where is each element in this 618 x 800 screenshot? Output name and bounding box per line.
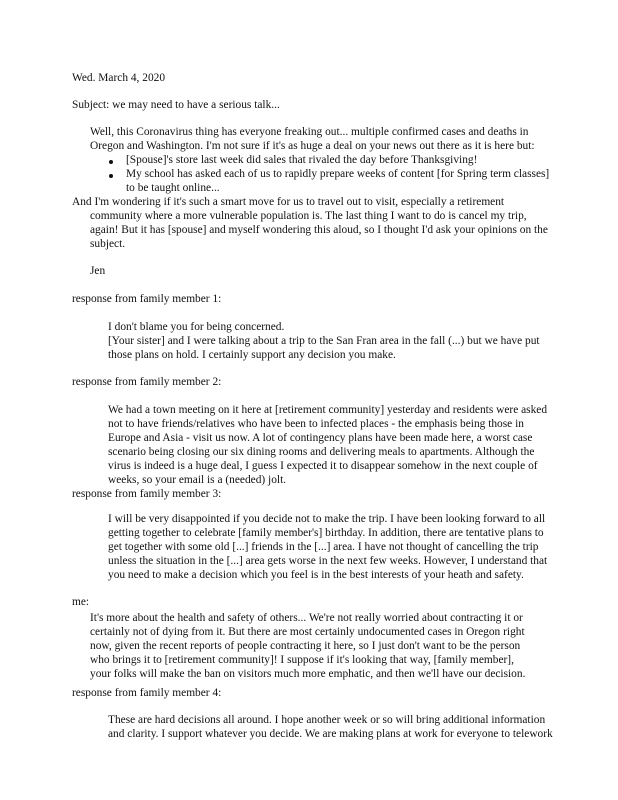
response-line: scenario being closing our six dining rooms and delivering meals to apartments. Although the bbox=[108, 446, 535, 458]
response-line: weeks, so your email is a (needed) jolt. bbox=[108, 474, 287, 486]
bullet-line: My school has asked each of us to rapidly prepare weeks of content [for Spring term classes] bbox=[126, 168, 550, 180]
response-label: response from family member 1: bbox=[72, 293, 222, 305]
text-line: again! But it has [spouse] and myself wondering this aloud, so I thought I'd ask your opinions on the bbox=[90, 224, 548, 236]
response-line: I don't blame you for being concerned. bbox=[108, 321, 285, 333]
response-line: get together with some old [...] friends in the [...] area. I have not thought of cancelling the trip bbox=[108, 541, 539, 553]
response-label: response from family member 3: bbox=[72, 488, 222, 500]
bullet-line: to be taught online... bbox=[126, 182, 220, 194]
response-line: your folks will make the ban on visitors much more emphatic, and then we'll have our decision. bbox=[90, 668, 526, 680]
text-line: subject. bbox=[90, 238, 126, 250]
response-line: not to have friends/relatives who have been to infected places - the emphasis being those in bbox=[108, 418, 524, 430]
email-subject: Subject: we may need to have a serious talk... bbox=[72, 99, 280, 111]
response-line: These are hard decisions all around. I hope another week or so will bring additional information bbox=[108, 714, 546, 726]
response-line: [Your sister] and I were talking about a trip to the San Fran area in the fall (...) but we have put bbox=[108, 335, 540, 347]
response-label: response from family member 4: bbox=[72, 687, 222, 699]
response-line: Europe and Asia - visit us now. A lot of contingency plans have been made here, a worst case bbox=[108, 432, 533, 444]
email-date: Wed. March 4, 2020 bbox=[72, 72, 166, 84]
text-line: And I'm wondering if it's such a smart move for us to travel out to visit, especially a retirement bbox=[72, 196, 505, 208]
response-line: now, given the recent reports of people contracting it here, so I just don't want to be the person bbox=[90, 640, 521, 652]
response-line: I will be very disappointed if you decide not to make the trip. I have been looking forward to all bbox=[108, 513, 546, 525]
response-line: getting together to celebrate [family member's] birthday. In addition, there are tentative plans to bbox=[108, 527, 544, 539]
response-line: and clarity. I support whatever you decide. We are making plans at work for everyone to telework bbox=[108, 728, 553, 740]
response-line: We had a town meeting on it here at [retirement community] yesterday and residents were asked bbox=[108, 404, 548, 416]
text-line: community where a more vulnerable population is. The last thing I want to do is cancel my trip, bbox=[90, 210, 527, 222]
response-label: response from family member 2: bbox=[72, 376, 222, 388]
email-signature: Jen bbox=[90, 265, 106, 277]
response-label: me: bbox=[72, 596, 90, 608]
response-line: certainly not of dying from it. But there are most certainly undocumented cases in Oregon right bbox=[90, 626, 525, 638]
response-line: you need to make a decision which you feel is in the best interests of your heath and safety. bbox=[108, 569, 524, 581]
response-line: those plans on hold. I certainly support any decision you make. bbox=[108, 349, 396, 361]
text-line: Well, this Coronavirus thing has everyone freaking out... multiple confirmed cases and deaths in bbox=[90, 126, 529, 138]
text-line: Oregon and Washington. I'm not sure if it's as huge a deal on your news out there as it is here but: bbox=[90, 140, 535, 152]
response-line: It's more about the health and safety of others... We're not really worried about contracting it or bbox=[90, 612, 523, 624]
response-line: who brings it to [retirement community]! I suppose if it's looking that way, [family member], bbox=[90, 654, 514, 666]
bullet-dot bbox=[109, 160, 113, 164]
response-line: unless the situation in the [...] area gets worse in the next few weeks. However, I understand that bbox=[108, 555, 548, 567]
response-line: virus is indeed is a huge deal, I guess I expected it to disappear somehow in the next couple of bbox=[108, 460, 538, 472]
bullet-dot bbox=[109, 174, 113, 178]
bullet-line: [Spouse]'s store last week did sales that rivaled the day before Thanksgiving! bbox=[126, 154, 478, 166]
